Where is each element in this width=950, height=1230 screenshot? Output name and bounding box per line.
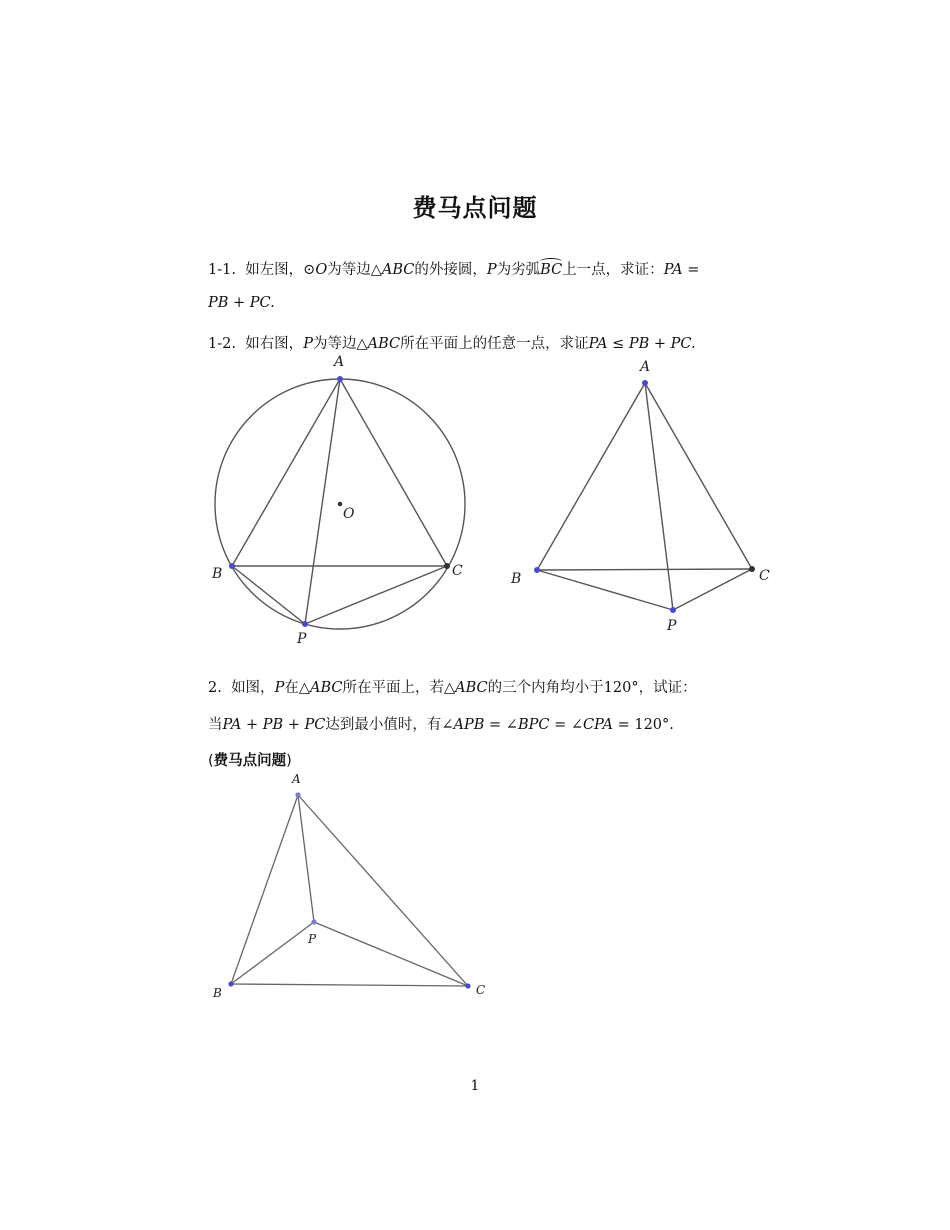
segment-bc	[231, 984, 468, 986]
label-a: A	[640, 359, 651, 375]
label-b: B	[213, 986, 222, 1000]
point-p	[670, 607, 676, 613]
point-o	[338, 502, 343, 507]
point-a	[642, 380, 648, 386]
segment-ab	[537, 383, 645, 570]
page-title: 费马点问题	[412, 194, 538, 222]
label-o: O	[343, 506, 355, 522]
arc-bc: BC	[540, 262, 563, 278]
figure-2	[537, 383, 752, 610]
label-c: C	[452, 563, 463, 579]
problem-1-1-line-1: 1-1. 如左图，⊙O为等边△ABC的外接圆，P为劣弧BC上一点，求证：PA =	[208, 262, 700, 278]
segment-ac	[298, 795, 468, 986]
point-c	[444, 563, 450, 569]
label-c: C	[759, 568, 770, 584]
figure-3	[231, 795, 468, 986]
problem-2-line-1: 2. 如图，P在△ABC所在平面上，若△ABC的三个内角均小于120°，试证：	[208, 680, 697, 696]
segment-pb	[231, 922, 314, 984]
label-p: P	[667, 618, 677, 634]
point-a	[337, 376, 343, 382]
label-b: B	[212, 566, 223, 582]
point-c	[465, 983, 470, 988]
segment-pa	[645, 383, 673, 610]
segment-pb	[537, 570, 673, 610]
segment-pa	[298, 795, 314, 922]
point-c	[749, 566, 755, 572]
page-number: 1	[470, 1078, 480, 1094]
label-a: A	[292, 772, 301, 786]
label-a: A	[334, 354, 345, 370]
segment-pb	[232, 566, 305, 624]
label-p: P	[308, 932, 317, 946]
problem-1-1-line-2: PB + PC.	[208, 295, 275, 311]
point-b	[229, 563, 235, 569]
label-p: P	[297, 631, 307, 647]
section-subtitle: (费马点问题)	[208, 753, 292, 769]
figure-2-points	[510, 359, 770, 634]
point-p	[302, 621, 308, 627]
segment-pc	[673, 569, 752, 610]
point-b	[534, 567, 540, 573]
problem-2-line-2: 当PA + PB + PC达到最小值时，有∠APB = ∠BPC = ∠CPA = 120°.	[208, 717, 674, 733]
segment-ab	[232, 379, 340, 566]
segment-pa	[305, 379, 340, 624]
segment-ac	[340, 379, 447, 566]
segment-ab	[231, 795, 298, 984]
segment-bc	[537, 569, 752, 570]
problem-1-2: 1-2. 如右图，P为等边△ABC所在平面上的任意一点，求证PA ≤ PB + PC.	[208, 336, 696, 352]
label-c: C	[476, 983, 486, 997]
label-b: B	[511, 571, 522, 587]
segment-ac	[645, 383, 752, 569]
figure-3-points	[212, 772, 485, 1000]
segment-pc	[314, 922, 468, 986]
point-p	[311, 919, 316, 924]
point-a	[295, 792, 300, 797]
point-b	[228, 981, 233, 986]
